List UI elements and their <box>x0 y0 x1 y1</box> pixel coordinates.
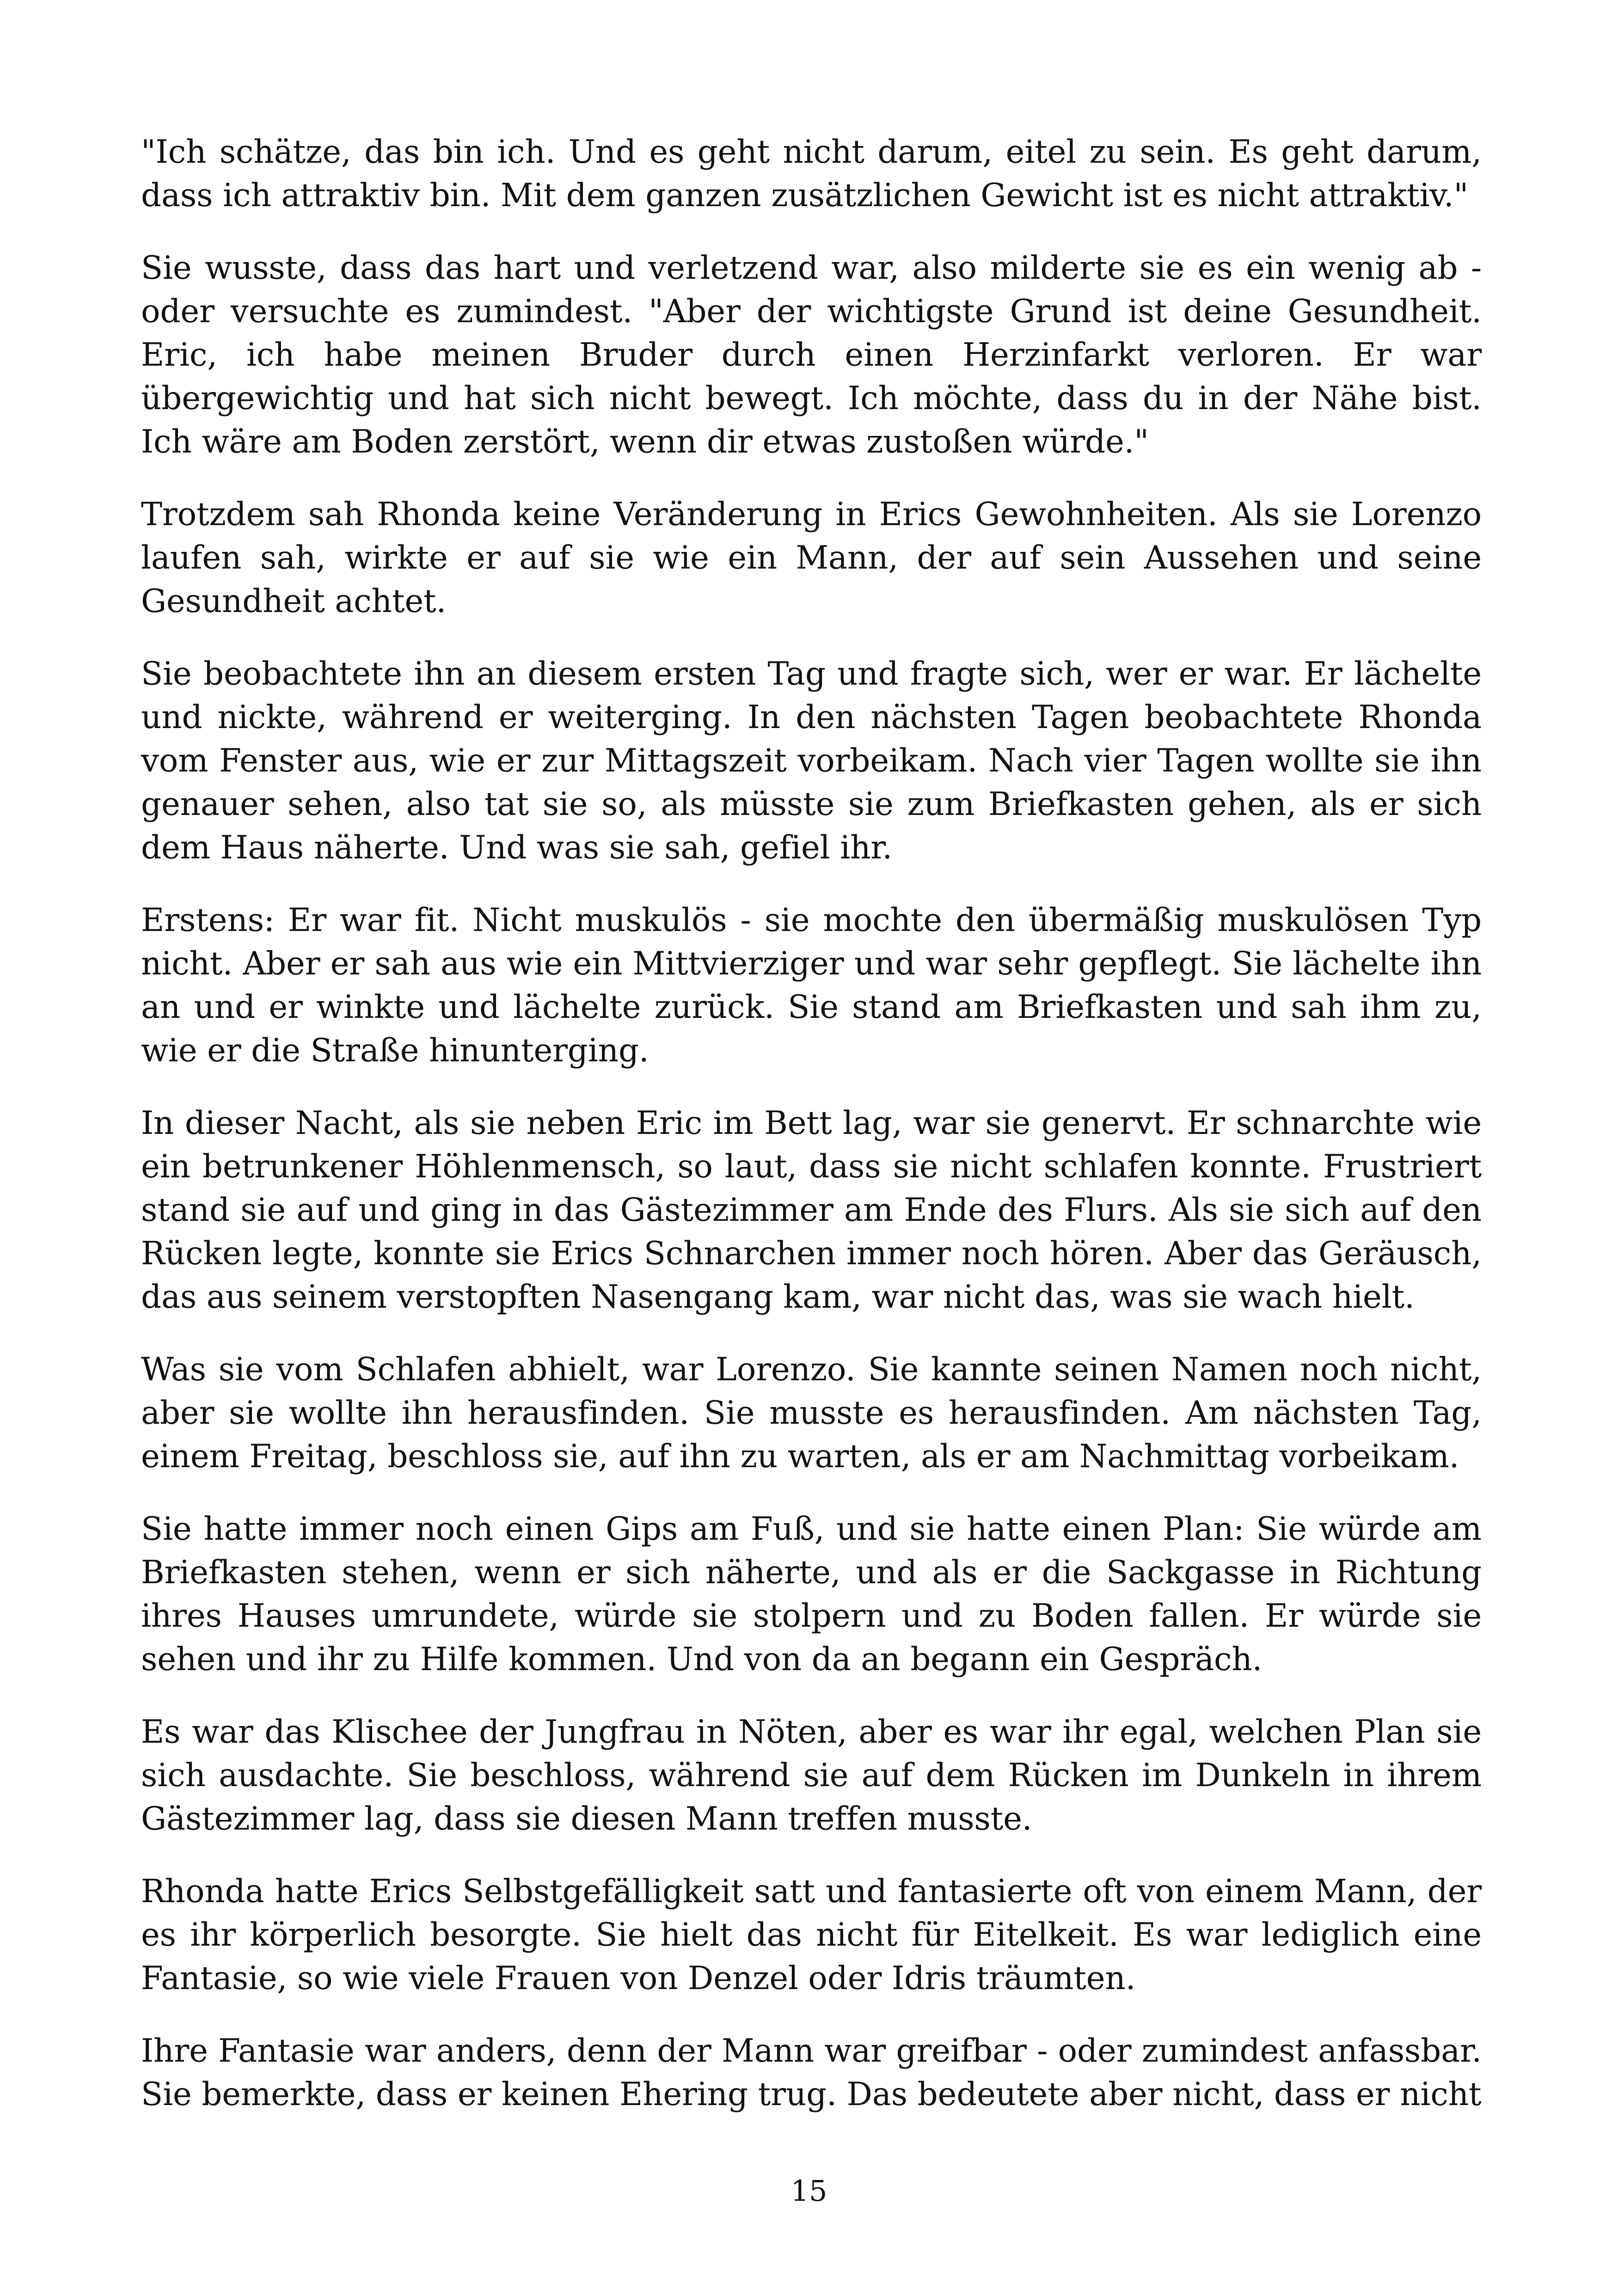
paragraph-2: Sie wusste, dass das hart und verletzend war, also milderte sie es ein wenig ab - oder versuchte es zumindest. "Aber der wichtigste Grund ist deine Gesundheit. Eric, ich habe meinen Bruder durch einen Herzinfarkt verloren. Er war übergewichtig und hat sich nicht bewegt. Ich möchte, dass du in der Nähe bist. Ich wäre am Boden zerstört, wenn dir etwas zustoßen würde." <box>141 250 1482 460</box>
paragraph-11: Ihre Fantasie war anders, denn der Mann war greifbar - oder zumindest anfassbar. Sie bemerkte, dass er keinen Ehering trug. Das bedeutete aber nicht, dass er nicht <box>141 2033 1482 2113</box>
paragraph-7: Was sie vom Schlafen abhielt, war Lorenzo. Sie kannte seinen Namen noch nicht, aber sie wollte ihn herausfinden. Sie musste es herausfinden. Am nächsten Tag, einem Freitag, beschloss sie, auf ihn zu warten, als er am Nachmittag vorbeikam. <box>141 1351 1482 1475</box>
paragraph-4: Sie beobachtete ihn an diesem ersten Tag und fragte sich, wer er war. Er lächelte und nickte, während er weiterging. In den nächsten Tagen beobachtete Rhonda vom Fenster aus, wie er zur Mittagszeit vorbeikam. Nach vier Tagen wollte sie ihn genauer sehen, also tat sie so, als müsste sie zum Briefkasten gehen, als er sich dem Haus näherte. Und was sie sah, gefiel ihr. <box>141 655 1482 866</box>
paragraph-5: Erstens: Er war fit. Nicht muskulös - sie mochte den übermäßig muskulösen Typ nicht. Aber er sah aus wie ein Mittvierziger und war sehr gepflegt. Sie lächelte ihn an und er winkte und lächelte zurück. Sie stand am Briefkasten und sah ihm zu, wie er die Straße hinunterging. <box>141 902 1482 1069</box>
paragraph-6: In dieser Nacht, als sie neben Eric im Bett lag, war sie genervt. Er schnarchte wie ein betrunkener Höhlenmensch, so laut, dass sie nicht schlafen konnte. Frustriert stand sie auf und ging in das Gästezimmer am Ende des Flurs. Als sie sich auf den Rücken legte, konnte sie Erics Schnarchen immer noch hören. Aber das Geräusch, das aus seinem verstopften Nasengang kam, war nicht das, was sie wach hielt. <box>141 1105 1482 1316</box>
body-text <box>141 130 1482 2145</box>
page-number: 15 <box>791 2174 827 2208</box>
paragraph-9: Es war das Klischee der Jungfrau in Nöten, aber es war ihr egal, welchen Plan sie sich ausdachte. Sie beschloss, während sie auf dem Rücken im Dunkeln in ihrem Gästezimmer lag, dass sie diesen Mann treffen musste. <box>141 1714 1482 1837</box>
paragraph-1: "Ich schätze, das bin ich. Und es geht nicht darum, eitel zu sein. Es geht darum, dass ich attraktiv bin. Mit dem ganzen zusätzlichen Gewicht ist es nicht attraktiv." <box>141 134 1482 214</box>
paragraph-8: Sie hatte immer noch einen Gips am Fuß, und sie hatte einen Plan: Sie würde am Briefkasten stehen, wenn er sich näherte, und als er die Sackgasse in Richtung ihres Hauses umrundete, würde sie stolpern und zu Boden fallen. Er würde sie sehen und ihr zu Hilfe kommen. Und von da an begann ein Gespräch. <box>141 1511 1482 1678</box>
paragraph-3: Trotzdem sah Rhonda keine Veränderung in Erics Gewohnheiten. Als sie Lorenzo laufen sah, wirkte er auf sie wie ein Mann, der auf sein Aussehen und seine Gesundheit achtet. <box>141 496 1482 620</box>
paragraph-10: Rhonda hatte Erics Selbstgefälligkeit satt und fantasierte oft von einem Mann, der es ihr körperlich besorgte. Sie hielt das nicht für Eitelkeit. Es war lediglich eine Fantasie, so wie viele Frauen von Denzel oder Idris träumten. <box>141 1873 1482 1997</box>
